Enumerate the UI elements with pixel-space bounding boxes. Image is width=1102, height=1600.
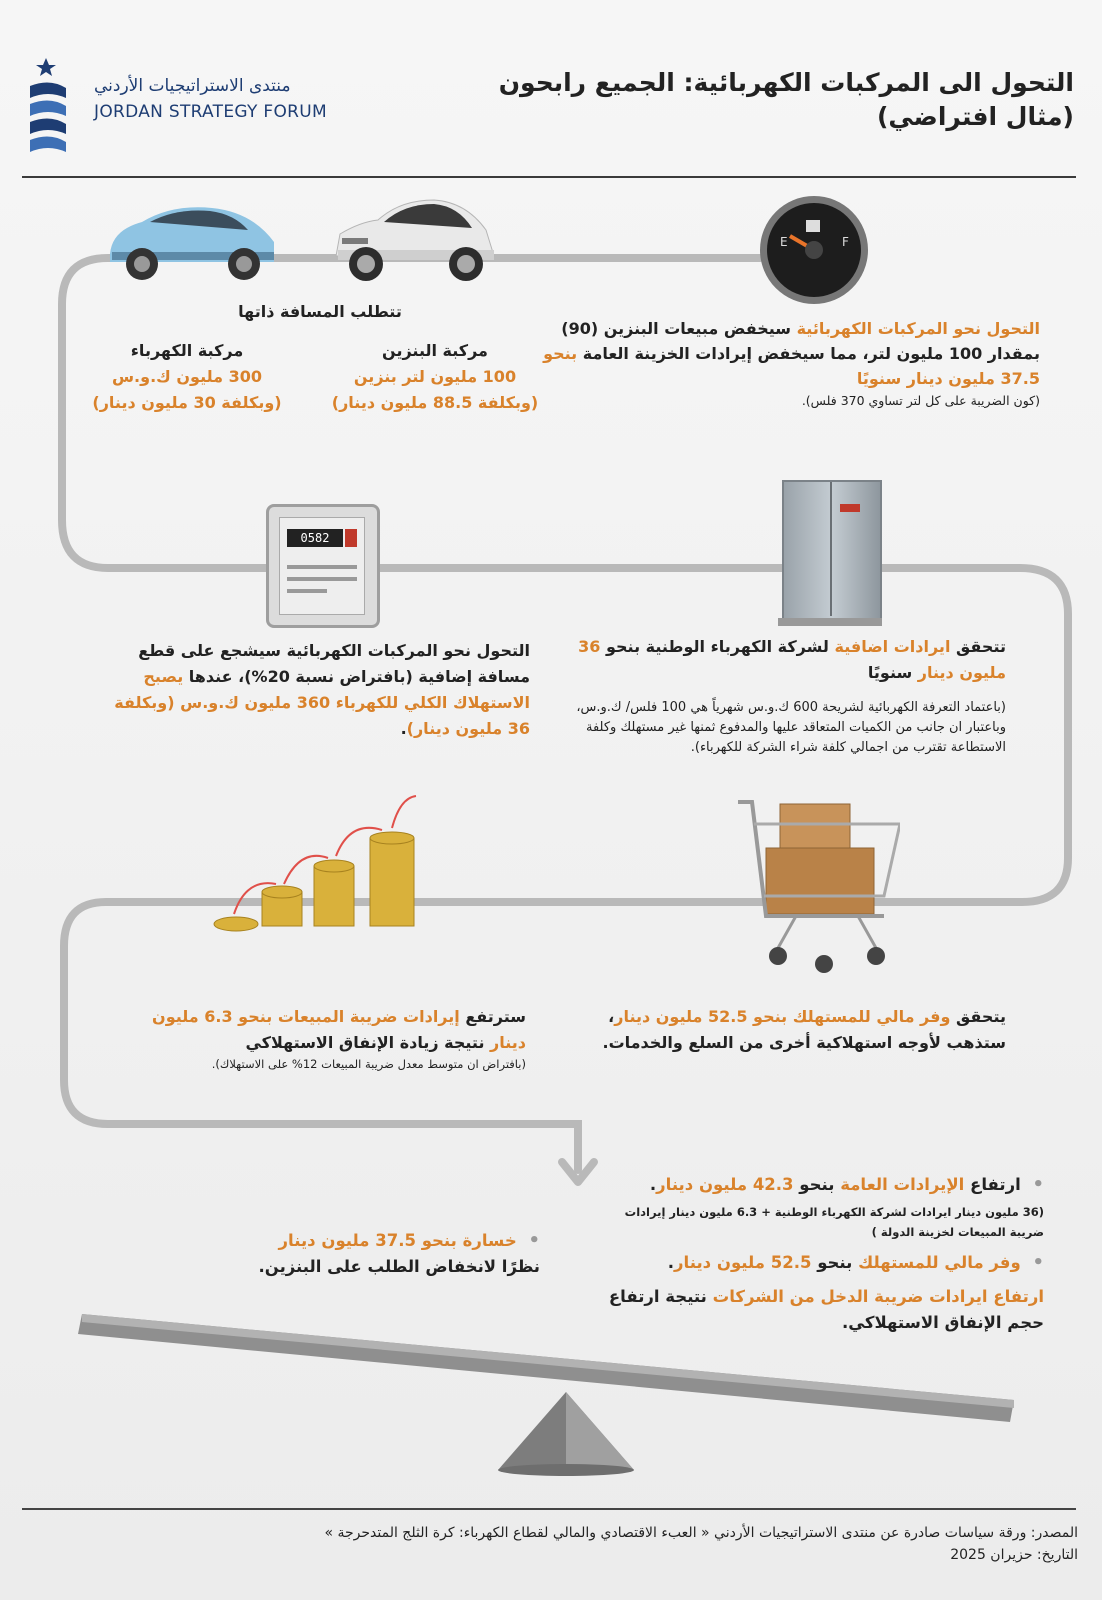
total-consumption-highlight: يصبح الاستهلاك الكلي للكهرباء 360 مليون ك.و.س (وبكلفة 36 مليون دينار) [114, 667, 530, 738]
consumer-savings-text-b: ، ستذهب لأوجه استهلاكية أخرى من السلع والخدمات. [602, 1007, 1006, 1052]
treasury-loss-highlight: بنحو 37.5 مليون دينار سنويًا [543, 344, 1040, 388]
electric-meter-icon [266, 504, 380, 628]
consumer-savings-text-a: يتحقق [950, 1007, 1006, 1026]
shopping-cart-icon [736, 798, 900, 974]
sales-tax-text-b: نتيجة زيادة الإنفاق الاستهلاكي [245, 1033, 491, 1052]
sales-tax-paragraph [116, 1004, 526, 1072]
petrol-revenue-paragraph [540, 316, 1040, 411]
tax-note: (كون الضريبة على كل لتر تساوي 370 فلس). [801, 393, 1040, 408]
nepco-text-b: لشركة الكهرباء الوطنية بنحو [600, 637, 835, 656]
extra-distance-paragraph [110, 638, 530, 742]
source-footer [18, 1522, 1078, 1566]
svg-text:F: F [842, 235, 849, 249]
gain-public-revenue-amount: 42.3 مليون دينار [656, 1175, 794, 1194]
gain-public-revenue-hl: الإيرادات العامة [840, 1175, 965, 1194]
loss-bullet [240, 1228, 540, 1280]
extra-distance-text-c: . [400, 719, 407, 738]
gain-public-revenue-note: (36 مليون دينار ايرادات لشركة الكهرباء الوطنية + 6.3 مليون دينار إيرادات ضريبة المبيعات لخزينة الدولة ) [624, 1205, 1044, 1239]
gain-consumer-savings-hl: وفر مالي للمستهلك [858, 1253, 1021, 1272]
gain-consumer-savings-c: . [667, 1253, 675, 1272]
meter-display: 0582 [287, 529, 343, 547]
consumer-savings-highlight: وفر مالي للمستهلك بنحو 52.5 مليون دينار [614, 1007, 951, 1026]
nepco-amount-highlight: 36 مليون دينار [578, 637, 1006, 682]
petrol-car-icon [330, 192, 500, 288]
loss-highlight: خسارة بنحو 37.5 مليون دينار [278, 1231, 517, 1250]
gain-income-tax-b: نتيجة ارتفاع حجم الإنفاق الاستهلاكي. [608, 1287, 1044, 1332]
petrol-vehicle-title: مركبة البنزين [382, 341, 488, 360]
tariff-note: (باعتماد التعرفة الكهربائية لشريحة 600 ك.و.س شهرياً هي 100 فلس/ ك.و.س، وباعتبار ان جانب من الكميات المتعاقد عليها والمدفوع ثمنها غير مستهلك وكلفة الاستطاعة تقترب من اجمالي كلفة شراء الشركة للكهرباء). [576, 700, 1006, 755]
footer-divider [22, 1508, 1076, 1510]
nepco-text-c: سنويًا [867, 663, 918, 682]
electric-vehicle-block [76, 338, 298, 416]
gain-consumer-savings [604, 1250, 1044, 1276]
gain-public-revenue-c: . [649, 1175, 657, 1194]
petrol-vehicle-liters: 100 مليون لتر بنزين [353, 367, 517, 386]
same-distance-heading: تتطلب المسافة ذاتها [238, 302, 402, 321]
logo-english-name: JORDAN STRATEGY FORUM [94, 102, 327, 122]
electric-vehicle-cost: (وبكلفة 30 مليون دينار) [92, 393, 282, 412]
petrol-vehicle-cost: (وبكلفة 88.5 مليون دينار) [331, 393, 539, 412]
electric-vehicle-kwh: 300 مليون ك.و.س [111, 367, 263, 386]
rising-coins-icon [210, 792, 440, 942]
gain-public-revenue [604, 1172, 1044, 1198]
sales-tax-note: (بافتراض ان متوسط معدل ضريبة المبيعات 12% على الاستهلاك). [211, 1057, 526, 1071]
nepco-additional-revenue-highlight: ايرادات اضافية [834, 637, 951, 656]
petrol-vehicle-block [320, 338, 550, 416]
fuel-gauge-icon [754, 194, 874, 306]
ev-transition-highlight: التحول نحو المركبات الكهربائية [796, 319, 1040, 338]
gain-consumer-savings-b: بنحو [811, 1253, 859, 1272]
nepco-revenue-paragraph [546, 634, 1006, 686]
petrol-sales-text: سيخفض مبيعات البنزين (90) بمقدار 100 مليون لتر، مما سيخفض إيرادات الخزينة العامة [561, 319, 1040, 363]
sales-tax-highlight: إيرادات ضريبة المبيعات بنحو 6.3 مليون دينار [152, 1007, 526, 1052]
electrical-cabinet-icon [782, 480, 882, 624]
extra-distance-text-a: التحول نحو المركبات الكهربائية سيشجع على قطع مسافة إضافية (بافتراض نسبة 20%)، عندها [138, 641, 530, 686]
loss-text: نظرًا لانخفاض الطلب على البنزين. [258, 1257, 540, 1276]
gain-public-revenue-a: ارتفاع [964, 1175, 1021, 1194]
balance-scale-icon [74, 1304, 1034, 1476]
electric-car-icon [102, 196, 282, 288]
sales-tax-text-a: سترتفع [459, 1007, 526, 1026]
nepco-text-a: تتحقق [950, 637, 1006, 656]
gain-public-revenue-b: بنحو [793, 1175, 841, 1194]
gain-consumer-savings-amount: 52.5 مليون دينار [674, 1253, 812, 1272]
source-text: المصدر: ورقة سياسات صادرة عن منتدى الاستراتيجيات الأردني « العبء الاقتصادي والمالي لقطاع الكهرباء: كرة الثلج المتدحرجة » [324, 1525, 1078, 1541]
electric-vehicle-title: مركبة الكهرباء [130, 341, 244, 360]
date-text: التاريخ: حزيران 2025 [950, 1547, 1078, 1563]
consumer-savings-paragraph [586, 1004, 1006, 1056]
logo-arabic-name: منتدى الاستراتيجيات الأردني [94, 76, 291, 96]
title-line-1: التحول الى المركبات الكهربائية: الجميع رابحون [498, 68, 1074, 97]
gain-income-tax-hl: ارتفاع ايرادات ضريبة الدخل من الشركات [712, 1287, 1044, 1306]
svg-text:E: E [780, 235, 788, 249]
title-line-2: (مثال افتراضي) [876, 101, 1074, 131]
